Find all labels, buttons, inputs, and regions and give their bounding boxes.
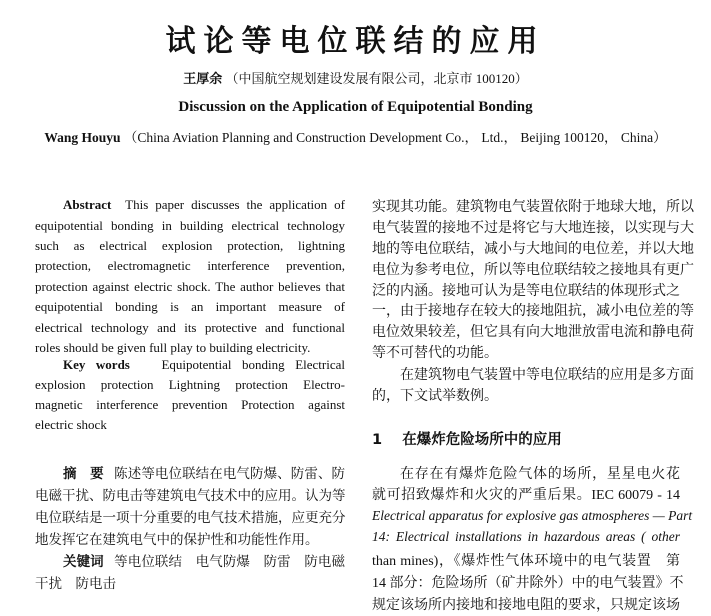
body-line: 地的等电位联结，减小与大地间的电位差，并以大地: [372, 242, 694, 257]
keywords-en-line: [35, 357, 345, 373]
affiliation-cn: （中国航空规划建设发展有限公司，北京市 100120）: [225, 71, 528, 86]
paper-title-cn: 试论等电位联结的应用: [165, 24, 546, 59]
section-body-line: than mines)，《爆炸性气体环境中的电气装置 第: [372, 554, 680, 569]
keywords-cn-label: 关键词: [63, 554, 104, 569]
abstract-en-text: This paper discusses the application of: [125, 197, 345, 212]
section-body-line: Electrical apparatus for explosive gas atmospheres — Part: [372, 508, 693, 523]
body-line: 在建筑物电气装置中等电位联结的应用是多方面: [400, 368, 694, 383]
author-line-en: [0, 126, 711, 146]
section-body-line: 就可招致爆炸和火灾的严重后果。IEC 60079 - 14: [372, 488, 680, 503]
section-body-line: 14 部分：危险场所（矿井除外）中的电气装置》不: [372, 576, 684, 591]
section-title: 在爆炸危险场所中的应用: [402, 432, 562, 448]
abstract-en-line: protection, electromagnetic interference prevention,: [35, 258, 345, 273]
body-line: 的，下文试举数例。: [372, 389, 498, 404]
section-heading: [372, 428, 562, 449]
abstract-en-line: roles should be given full play to building electricity.: [35, 340, 311, 355]
abstract-en-line: [35, 197, 345, 213]
abstract-cn-text: 陈述等电位联结在电气防爆、防雷、防: [114, 466, 346, 481]
keywords-en-line: magnetic interference prevention Protection against: [35, 397, 345, 412]
abstract-en-line: such as electrical explosion protection, lightning: [35, 238, 345, 253]
body-line: 电位效果较差，但它具有向大地泄放雷电流和静电荷: [372, 325, 694, 340]
body-line: 等不可替代的功能。: [372, 346, 498, 361]
abstract-cn-line: 地发挥它在建筑电气中的保护性和功能性作用。: [35, 532, 319, 547]
abstract-label: Abstract: [63, 197, 112, 212]
abstract-cn-line: 电位联结是一项十分重要的电气技术措施，应更充分: [35, 510, 346, 525]
abstract-en-line: electrical technology and its protective and functional: [35, 320, 345, 335]
abstract-en-line: equipotential bonding is an important measure of: [35, 299, 345, 314]
abstract-cn-line: 电磁干扰、防电击等建筑电气技术中的应用。认为等: [35, 488, 346, 503]
affiliation-en: （China Aviation Planning and Construction Development Co.， Ltd.， Beijing 100120， China）: [123, 130, 667, 145]
abstract-en-line: equipotential bonding in building electrical technology: [35, 218, 345, 233]
body-line: 实现其功能。建筑物电气装置依附于地球大地，所以: [372, 200, 694, 215]
body-line: 电气装置的接地不过是将它与大地连接，以实现与大: [372, 221, 694, 236]
author-line-cn: [0, 68, 711, 87]
keywords-cn-line: [35, 550, 345, 570]
abstract-en-line: protection against electric shock. The author believes that: [35, 279, 345, 294]
author-name-en: Wang Houyu: [44, 130, 121, 145]
section-body-line: 在存在有爆炸危险气体的场所，星星电火花: [400, 467, 680, 482]
body-line: 电位为参考电位，所以等电位联结较之接地具有更广: [372, 263, 694, 278]
abstract-cn-label: 摘 要: [63, 466, 104, 481]
body-line: 泛的内涵。接地可认为是等电位联结的体现形式之: [372, 284, 680, 299]
author-name-cn: 王厚余: [183, 71, 223, 86]
paper-title-en: Discussion on the Application of Equipotential Bonding: [178, 99, 533, 115]
keywords-en-line: electric shock: [35, 417, 107, 432]
section-number: 1: [372, 432, 383, 448]
keywords-en-text: Equipotential bonding Electrical: [161, 357, 346, 372]
keywords-cn-line: 干扰 防电击: [35, 576, 116, 591]
section-body-line: 14: Electrical installations in hazardous areas ( other: [372, 529, 680, 544]
section-body-line: 规定该场所内接地和接地电阻的要求，只规定该场: [372, 598, 680, 613]
abstract-cn-line: [35, 462, 345, 482]
keywords-label: Key words: [63, 357, 130, 372]
body-line: 一，由于接地存在较大的接地阻抗，减小电位差的等: [372, 304, 694, 319]
keywords-cn-text: 等电位联结 电气防爆 防雷 防电磁: [114, 554, 346, 569]
keywords-en-line: explosion protection Lightning protection Electro-: [35, 377, 345, 392]
